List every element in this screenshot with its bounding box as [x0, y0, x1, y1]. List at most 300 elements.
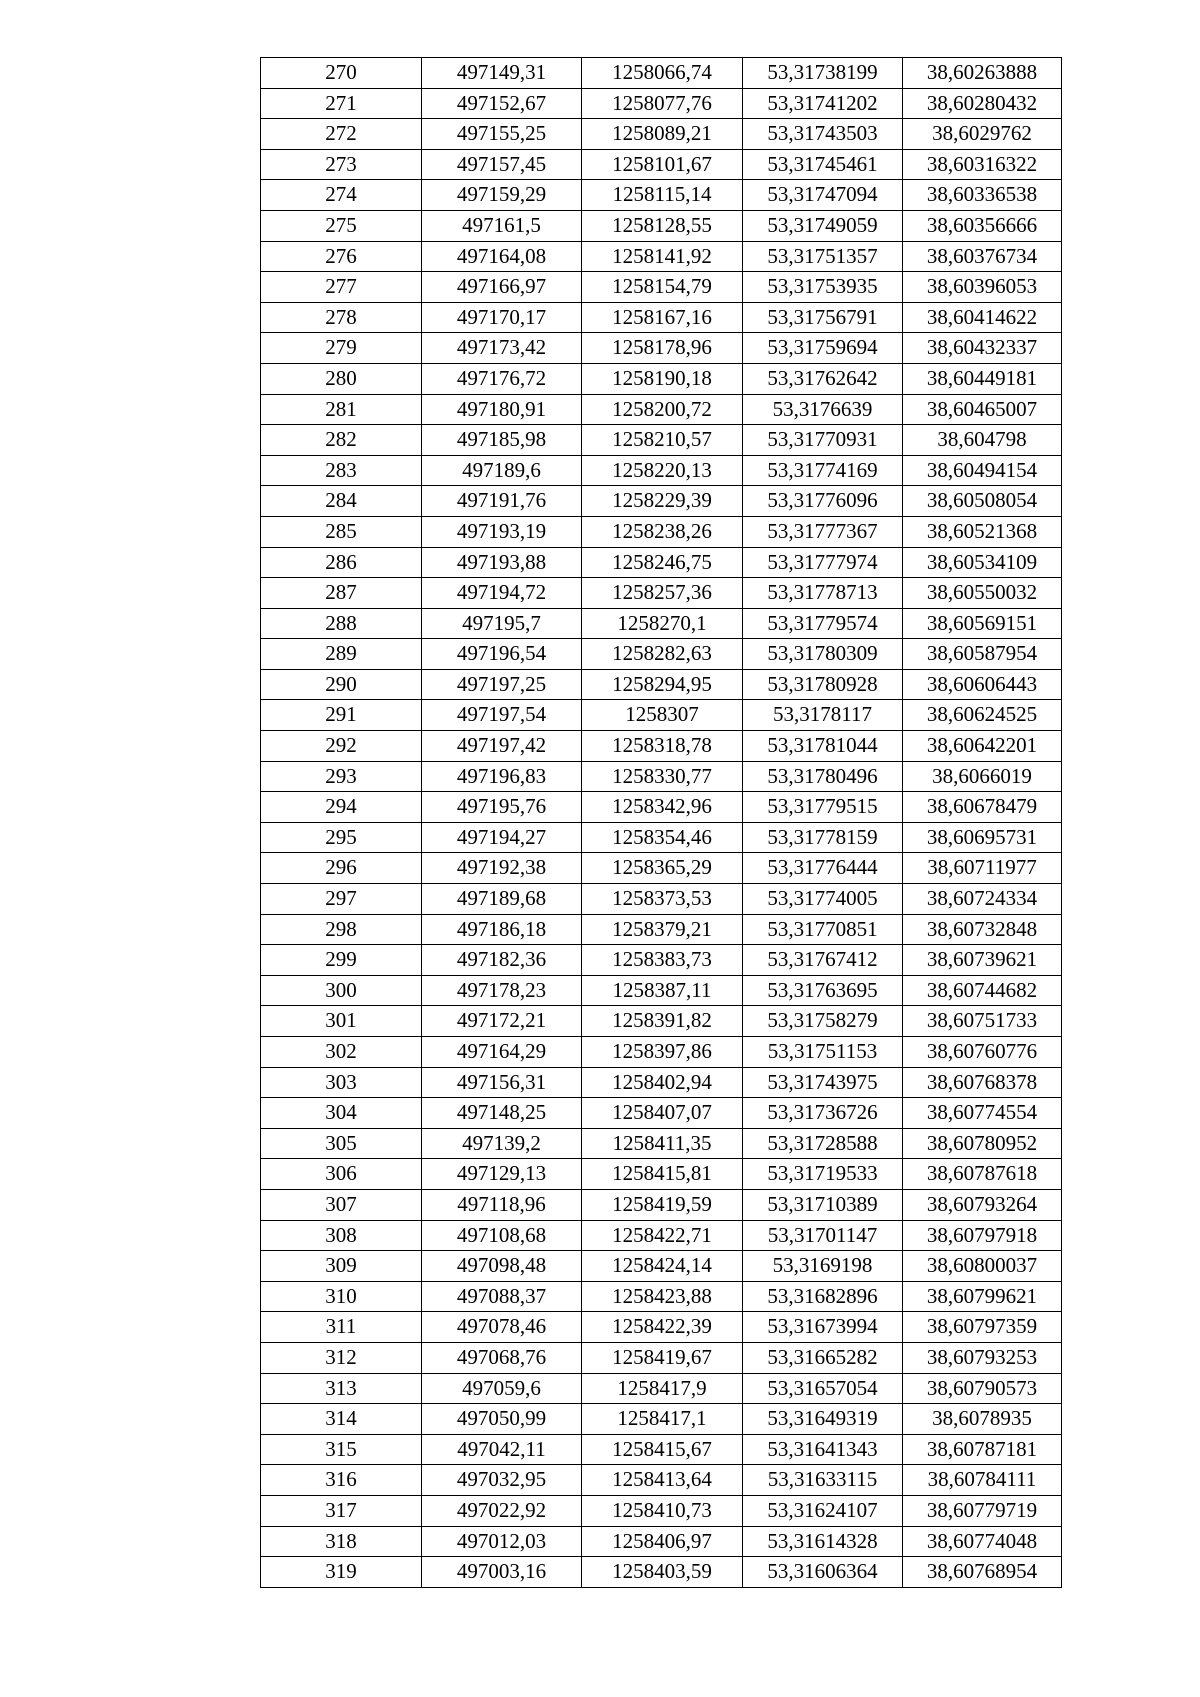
point-number-cell: 270	[261, 58, 422, 89]
x-coordinate-cell: 497139,2	[422, 1128, 582, 1159]
point-number-cell: 314	[261, 1404, 422, 1435]
longitude-cell: 38,60779719	[903, 1495, 1062, 1526]
y-coordinate-cell: 1258220,13	[582, 455, 743, 486]
latitude-cell: 53,31606364	[743, 1557, 903, 1588]
latitude-cell: 53,31614328	[743, 1526, 903, 1557]
longitude-cell: 38,60774048	[903, 1526, 1062, 1557]
longitude-cell: 38,60695731	[903, 822, 1062, 853]
y-coordinate-cell: 1258397,86	[582, 1037, 743, 1068]
longitude-cell: 38,60521368	[903, 516, 1062, 547]
latitude-cell: 53,31751153	[743, 1037, 903, 1068]
x-coordinate-cell: 497118,96	[422, 1189, 582, 1220]
longitude-cell: 38,60793264	[903, 1189, 1062, 1220]
latitude-cell: 53,31758279	[743, 1006, 903, 1037]
y-coordinate-cell: 1258406,97	[582, 1526, 743, 1557]
y-coordinate-cell: 1258379,21	[582, 914, 743, 945]
latitude-cell: 53,31728588	[743, 1128, 903, 1159]
point-number-cell: 303	[261, 1067, 422, 1098]
point-number-cell: 291	[261, 700, 422, 731]
table-row	[261, 578, 1062, 609]
point-number-cell: 307	[261, 1189, 422, 1220]
longitude-cell: 38,60508054	[903, 486, 1062, 517]
table-row	[261, 1098, 1062, 1129]
table-row	[261, 394, 1062, 425]
table-row	[261, 516, 1062, 547]
point-number-cell: 312	[261, 1342, 422, 1373]
longitude-cell: 38,60534109	[903, 547, 1062, 578]
latitude-cell: 53,31759694	[743, 333, 903, 364]
y-coordinate-cell: 1258413,64	[582, 1465, 743, 1496]
latitude-cell: 53,31751357	[743, 241, 903, 272]
y-coordinate-cell: 1258294,95	[582, 669, 743, 700]
y-coordinate-cell: 1258419,59	[582, 1189, 743, 1220]
x-coordinate-cell: 497197,54	[422, 700, 582, 731]
table-row	[261, 1404, 1062, 1435]
longitude-cell: 38,60336538	[903, 180, 1062, 211]
table-row	[261, 425, 1062, 456]
table-row	[261, 1251, 1062, 1282]
point-number-cell: 301	[261, 1006, 422, 1037]
y-coordinate-cell: 1258423,88	[582, 1281, 743, 1312]
x-coordinate-cell: 497196,54	[422, 639, 582, 670]
table-row	[261, 1006, 1062, 1037]
table-row	[261, 1128, 1062, 1159]
table-row	[261, 1373, 1062, 1404]
table-row	[261, 302, 1062, 333]
x-coordinate-cell: 497129,13	[422, 1159, 582, 1190]
x-coordinate-cell: 497068,76	[422, 1342, 582, 1373]
x-coordinate-cell: 497197,42	[422, 731, 582, 762]
x-coordinate-cell: 497191,76	[422, 486, 582, 517]
latitude-cell: 53,31624107	[743, 1495, 903, 1526]
latitude-cell: 53,31774169	[743, 455, 903, 486]
x-coordinate-cell: 497012,03	[422, 1526, 582, 1557]
latitude-cell: 53,31641343	[743, 1434, 903, 1465]
latitude-cell: 53,31673994	[743, 1312, 903, 1343]
y-coordinate-cell: 1258210,57	[582, 425, 743, 456]
y-coordinate-cell: 1258387,11	[582, 975, 743, 1006]
table-row	[261, 1312, 1062, 1343]
latitude-cell: 53,31710389	[743, 1189, 903, 1220]
y-coordinate-cell: 1258424,14	[582, 1251, 743, 1282]
x-coordinate-cell: 497196,83	[422, 761, 582, 792]
table-row	[261, 1037, 1062, 1068]
latitude-cell: 53,31780309	[743, 639, 903, 670]
point-number-cell: 282	[261, 425, 422, 456]
longitude-cell: 38,60678479	[903, 792, 1062, 823]
point-number-cell: 293	[261, 761, 422, 792]
longitude-cell: 38,60732848	[903, 914, 1062, 945]
x-coordinate-cell: 497194,27	[422, 822, 582, 853]
table-row	[261, 792, 1062, 823]
table-row	[261, 272, 1062, 303]
x-coordinate-cell: 497189,6	[422, 455, 582, 486]
table-row	[261, 914, 1062, 945]
latitude-cell: 53,31657054	[743, 1373, 903, 1404]
table-row	[261, 149, 1062, 180]
x-coordinate-cell: 497050,99	[422, 1404, 582, 1435]
latitude-cell: 53,31774005	[743, 884, 903, 915]
longitude-cell: 38,60790573	[903, 1373, 1062, 1404]
longitude-cell: 38,60711977	[903, 853, 1062, 884]
point-number-cell: 273	[261, 149, 422, 180]
longitude-cell: 38,60569151	[903, 608, 1062, 639]
point-number-cell: 283	[261, 455, 422, 486]
y-coordinate-cell: 1258373,53	[582, 884, 743, 915]
y-coordinate-cell: 1258115,14	[582, 180, 743, 211]
longitude-cell: 38,60744682	[903, 975, 1062, 1006]
longitude-cell: 38,60739621	[903, 945, 1062, 976]
x-coordinate-cell: 497172,21	[422, 1006, 582, 1037]
longitude-cell: 38,60550032	[903, 578, 1062, 609]
x-coordinate-cell: 497185,98	[422, 425, 582, 456]
table-row	[261, 761, 1062, 792]
latitude-cell: 53,31738199	[743, 58, 903, 89]
x-coordinate-cell: 497173,42	[422, 333, 582, 364]
point-number-cell: 309	[261, 1251, 422, 1282]
point-number-cell: 281	[261, 394, 422, 425]
x-coordinate-cell: 497156,31	[422, 1067, 582, 1098]
x-coordinate-cell: 497022,92	[422, 1495, 582, 1526]
latitude-cell: 53,31778713	[743, 578, 903, 609]
x-coordinate-cell: 497003,16	[422, 1557, 582, 1588]
longitude-cell: 38,60642201	[903, 731, 1062, 762]
longitude-cell: 38,60787618	[903, 1159, 1062, 1190]
y-coordinate-cell: 1258417,9	[582, 1373, 743, 1404]
y-coordinate-cell: 1258238,26	[582, 516, 743, 547]
table-row	[261, 455, 1062, 486]
latitude-cell: 53,31741202	[743, 88, 903, 119]
y-coordinate-cell: 1258270,1	[582, 608, 743, 639]
table-row	[261, 547, 1062, 578]
latitude-cell: 53,31719533	[743, 1159, 903, 1190]
table-row	[261, 1342, 1062, 1373]
point-number-cell: 279	[261, 333, 422, 364]
point-number-cell: 277	[261, 272, 422, 303]
table-row	[261, 333, 1062, 364]
longitude-cell: 38,6078935	[903, 1404, 1062, 1435]
point-number-cell: 292	[261, 731, 422, 762]
point-number-cell: 305	[261, 1128, 422, 1159]
longitude-cell: 38,60793253	[903, 1342, 1062, 1373]
longitude-cell: 38,60760776	[903, 1037, 1062, 1068]
point-number-cell: 308	[261, 1220, 422, 1251]
x-coordinate-cell: 497193,88	[422, 547, 582, 578]
y-coordinate-cell: 1258307	[582, 700, 743, 731]
longitude-cell: 38,60280432	[903, 88, 1062, 119]
x-coordinate-cell: 497042,11	[422, 1434, 582, 1465]
point-number-cell: 300	[261, 975, 422, 1006]
x-coordinate-cell: 497176,72	[422, 363, 582, 394]
y-coordinate-cell: 1258415,67	[582, 1434, 743, 1465]
coordinates-table	[260, 57, 1062, 1588]
table-row	[261, 1220, 1062, 1251]
y-coordinate-cell: 1258342,96	[582, 792, 743, 823]
y-coordinate-cell: 1258282,63	[582, 639, 743, 670]
latitude-cell: 53,31777367	[743, 516, 903, 547]
coordinates-table-body	[261, 58, 1062, 1588]
point-number-cell: 311	[261, 1312, 422, 1343]
point-number-cell: 295	[261, 822, 422, 853]
y-coordinate-cell: 1258066,74	[582, 58, 743, 89]
point-number-cell: 316	[261, 1465, 422, 1496]
longitude-cell: 38,60465007	[903, 394, 1062, 425]
y-coordinate-cell: 1258417,1	[582, 1404, 743, 1435]
longitude-cell: 38,60784111	[903, 1465, 1062, 1496]
y-coordinate-cell: 1258391,82	[582, 1006, 743, 1037]
table-row	[261, 1281, 1062, 1312]
latitude-cell: 53,31763695	[743, 975, 903, 1006]
table-row	[261, 669, 1062, 700]
point-number-cell: 298	[261, 914, 422, 945]
point-number-cell: 272	[261, 119, 422, 150]
point-number-cell: 274	[261, 180, 422, 211]
table-row	[261, 486, 1062, 517]
x-coordinate-cell: 497032,95	[422, 1465, 582, 1496]
longitude-cell: 38,60787181	[903, 1434, 1062, 1465]
x-coordinate-cell: 497159,29	[422, 180, 582, 211]
y-coordinate-cell: 1258415,81	[582, 1159, 743, 1190]
point-number-cell: 315	[261, 1434, 422, 1465]
y-coordinate-cell: 1258200,72	[582, 394, 743, 425]
point-number-cell: 271	[261, 88, 422, 119]
longitude-cell: 38,60606443	[903, 669, 1062, 700]
latitude-cell: 53,31745461	[743, 149, 903, 180]
x-coordinate-cell: 497152,67	[422, 88, 582, 119]
latitude-cell: 53,31762642	[743, 363, 903, 394]
x-coordinate-cell: 497197,25	[422, 669, 582, 700]
point-number-cell: 276	[261, 241, 422, 272]
x-coordinate-cell: 497192,38	[422, 853, 582, 884]
latitude-cell: 53,31649319	[743, 1404, 903, 1435]
longitude-cell: 38,60587954	[903, 639, 1062, 670]
y-coordinate-cell: 1258089,21	[582, 119, 743, 150]
latitude-cell: 53,3176639	[743, 394, 903, 425]
table-row	[261, 180, 1062, 211]
latitude-cell: 53,31743975	[743, 1067, 903, 1098]
x-coordinate-cell: 497088,37	[422, 1281, 582, 1312]
x-coordinate-cell: 497059,6	[422, 1373, 582, 1404]
y-coordinate-cell: 1258077,76	[582, 88, 743, 119]
y-coordinate-cell: 1258402,94	[582, 1067, 743, 1098]
y-coordinate-cell: 1258229,39	[582, 486, 743, 517]
y-coordinate-cell: 1258318,78	[582, 731, 743, 762]
x-coordinate-cell: 497149,31	[422, 58, 582, 89]
x-coordinate-cell: 497161,5	[422, 210, 582, 241]
latitude-cell: 53,31701147	[743, 1220, 903, 1251]
table-row	[261, 119, 1062, 150]
point-number-cell: 285	[261, 516, 422, 547]
x-coordinate-cell: 497189,68	[422, 884, 582, 915]
table-row	[261, 608, 1062, 639]
longitude-cell: 38,60800037	[903, 1251, 1062, 1282]
latitude-cell: 53,31743503	[743, 119, 903, 150]
table-row	[261, 822, 1062, 853]
table-row	[261, 639, 1062, 670]
latitude-cell: 53,31780928	[743, 669, 903, 700]
y-coordinate-cell: 1258422,71	[582, 1220, 743, 1251]
point-number-cell: 280	[261, 363, 422, 394]
longitude-cell: 38,60724334	[903, 884, 1062, 915]
x-coordinate-cell: 497193,19	[422, 516, 582, 547]
longitude-cell: 38,6066019	[903, 761, 1062, 792]
y-coordinate-cell: 1258419,67	[582, 1342, 743, 1373]
point-number-cell: 294	[261, 792, 422, 823]
table-row	[261, 731, 1062, 762]
longitude-cell: 38,60316322	[903, 149, 1062, 180]
table-row	[261, 945, 1062, 976]
x-coordinate-cell: 497170,17	[422, 302, 582, 333]
point-number-cell: 310	[261, 1281, 422, 1312]
y-coordinate-cell: 1258330,77	[582, 761, 743, 792]
table-row	[261, 1159, 1062, 1190]
point-number-cell: 299	[261, 945, 422, 976]
y-coordinate-cell: 1258411,35	[582, 1128, 743, 1159]
latitude-cell: 53,31747094	[743, 180, 903, 211]
point-number-cell: 313	[261, 1373, 422, 1404]
point-number-cell: 288	[261, 608, 422, 639]
latitude-cell: 53,3169198	[743, 1251, 903, 1282]
latitude-cell: 53,31633115	[743, 1465, 903, 1496]
y-coordinate-cell: 1258257,36	[582, 578, 743, 609]
point-number-cell: 302	[261, 1037, 422, 1068]
latitude-cell: 53,31682896	[743, 1281, 903, 1312]
longitude-cell: 38,60263888	[903, 58, 1062, 89]
table-row	[261, 884, 1062, 915]
latitude-cell: 53,31770851	[743, 914, 903, 945]
x-coordinate-cell: 497108,68	[422, 1220, 582, 1251]
x-coordinate-cell: 497178,23	[422, 975, 582, 1006]
latitude-cell: 53,3178117	[743, 700, 903, 731]
table-row	[261, 1067, 1062, 1098]
y-coordinate-cell: 1258246,75	[582, 547, 743, 578]
table-row	[261, 1557, 1062, 1588]
latitude-cell: 53,31778159	[743, 822, 903, 853]
longitude-cell: 38,60780952	[903, 1128, 1062, 1159]
longitude-cell: 38,60799621	[903, 1281, 1062, 1312]
latitude-cell: 53,31776444	[743, 853, 903, 884]
table-row	[261, 58, 1062, 89]
latitude-cell: 53,31736726	[743, 1098, 903, 1129]
point-number-cell: 287	[261, 578, 422, 609]
latitude-cell: 53,31770931	[743, 425, 903, 456]
longitude-cell: 38,60768954	[903, 1557, 1062, 1588]
longitude-cell: 38,60797359	[903, 1312, 1062, 1343]
latitude-cell: 53,31779574	[743, 608, 903, 639]
x-coordinate-cell: 497164,29	[422, 1037, 582, 1068]
y-coordinate-cell: 1258154,79	[582, 272, 743, 303]
latitude-cell: 53,31779515	[743, 792, 903, 823]
y-coordinate-cell: 1258167,16	[582, 302, 743, 333]
y-coordinate-cell: 1258410,73	[582, 1495, 743, 1526]
table-row	[261, 210, 1062, 241]
latitude-cell: 53,31776096	[743, 486, 903, 517]
x-coordinate-cell: 497194,72	[422, 578, 582, 609]
table-row	[261, 1495, 1062, 1526]
y-coordinate-cell: 1258365,29	[582, 853, 743, 884]
x-coordinate-cell: 497195,7	[422, 608, 582, 639]
y-coordinate-cell: 1258190,18	[582, 363, 743, 394]
latitude-cell: 53,31756791	[743, 302, 903, 333]
x-coordinate-cell: 497098,48	[422, 1251, 582, 1282]
latitude-cell: 53,31665282	[743, 1342, 903, 1373]
point-number-cell: 319	[261, 1557, 422, 1588]
point-number-cell: 318	[261, 1526, 422, 1557]
point-number-cell: 304	[261, 1098, 422, 1129]
table-row	[261, 1189, 1062, 1220]
x-coordinate-cell: 497195,76	[422, 792, 582, 823]
longitude-cell: 38,60768378	[903, 1067, 1062, 1098]
point-number-cell: 290	[261, 669, 422, 700]
x-coordinate-cell: 497078,46	[422, 1312, 582, 1343]
y-coordinate-cell: 1258354,46	[582, 822, 743, 853]
y-coordinate-cell: 1258128,55	[582, 210, 743, 241]
x-coordinate-cell: 497186,18	[422, 914, 582, 945]
table-row	[261, 363, 1062, 394]
longitude-cell: 38,6029762	[903, 119, 1062, 150]
latitude-cell: 53,31749059	[743, 210, 903, 241]
point-number-cell: 297	[261, 884, 422, 915]
point-number-cell: 289	[261, 639, 422, 670]
table-row	[261, 853, 1062, 884]
longitude-cell: 38,60414622	[903, 302, 1062, 333]
y-coordinate-cell: 1258383,73	[582, 945, 743, 976]
point-number-cell: 275	[261, 210, 422, 241]
y-coordinate-cell: 1258403,59	[582, 1557, 743, 1588]
x-coordinate-cell: 497155,25	[422, 119, 582, 150]
latitude-cell: 53,31767412	[743, 945, 903, 976]
longitude-cell: 38,60797918	[903, 1220, 1062, 1251]
table-row	[261, 700, 1062, 731]
longitude-cell: 38,60432337	[903, 333, 1062, 364]
longitude-cell: 38,604798	[903, 425, 1062, 456]
x-coordinate-cell: 497182,36	[422, 945, 582, 976]
table-row	[261, 1434, 1062, 1465]
point-number-cell: 306	[261, 1159, 422, 1190]
longitude-cell: 38,60376734	[903, 241, 1062, 272]
x-coordinate-cell: 497166,97	[422, 272, 582, 303]
y-coordinate-cell: 1258101,67	[582, 149, 743, 180]
latitude-cell: 53,31753935	[743, 272, 903, 303]
longitude-cell: 38,60624525	[903, 700, 1062, 731]
longitude-cell: 38,60751733	[903, 1006, 1062, 1037]
longitude-cell: 38,60396053	[903, 272, 1062, 303]
point-number-cell: 296	[261, 853, 422, 884]
x-coordinate-cell: 497180,91	[422, 394, 582, 425]
latitude-cell: 53,31780496	[743, 761, 903, 792]
longitude-cell: 38,60449181	[903, 363, 1062, 394]
table-row	[261, 1465, 1062, 1496]
point-number-cell: 317	[261, 1495, 422, 1526]
table-row	[261, 1526, 1062, 1557]
x-coordinate-cell: 497148,25	[422, 1098, 582, 1129]
table-row	[261, 975, 1062, 1006]
x-coordinate-cell: 497157,45	[422, 149, 582, 180]
point-number-cell: 286	[261, 547, 422, 578]
table-row	[261, 241, 1062, 272]
y-coordinate-cell: 1258407,07	[582, 1098, 743, 1129]
longitude-cell: 38,60356666	[903, 210, 1062, 241]
y-coordinate-cell: 1258178,96	[582, 333, 743, 364]
y-coordinate-cell: 1258141,92	[582, 241, 743, 272]
latitude-cell: 53,31777974	[743, 547, 903, 578]
x-coordinate-cell: 497164,08	[422, 241, 582, 272]
longitude-cell: 38,60494154	[903, 455, 1062, 486]
y-coordinate-cell: 1258422,39	[582, 1312, 743, 1343]
point-number-cell: 278	[261, 302, 422, 333]
table-row	[261, 88, 1062, 119]
latitude-cell: 53,31781044	[743, 731, 903, 762]
